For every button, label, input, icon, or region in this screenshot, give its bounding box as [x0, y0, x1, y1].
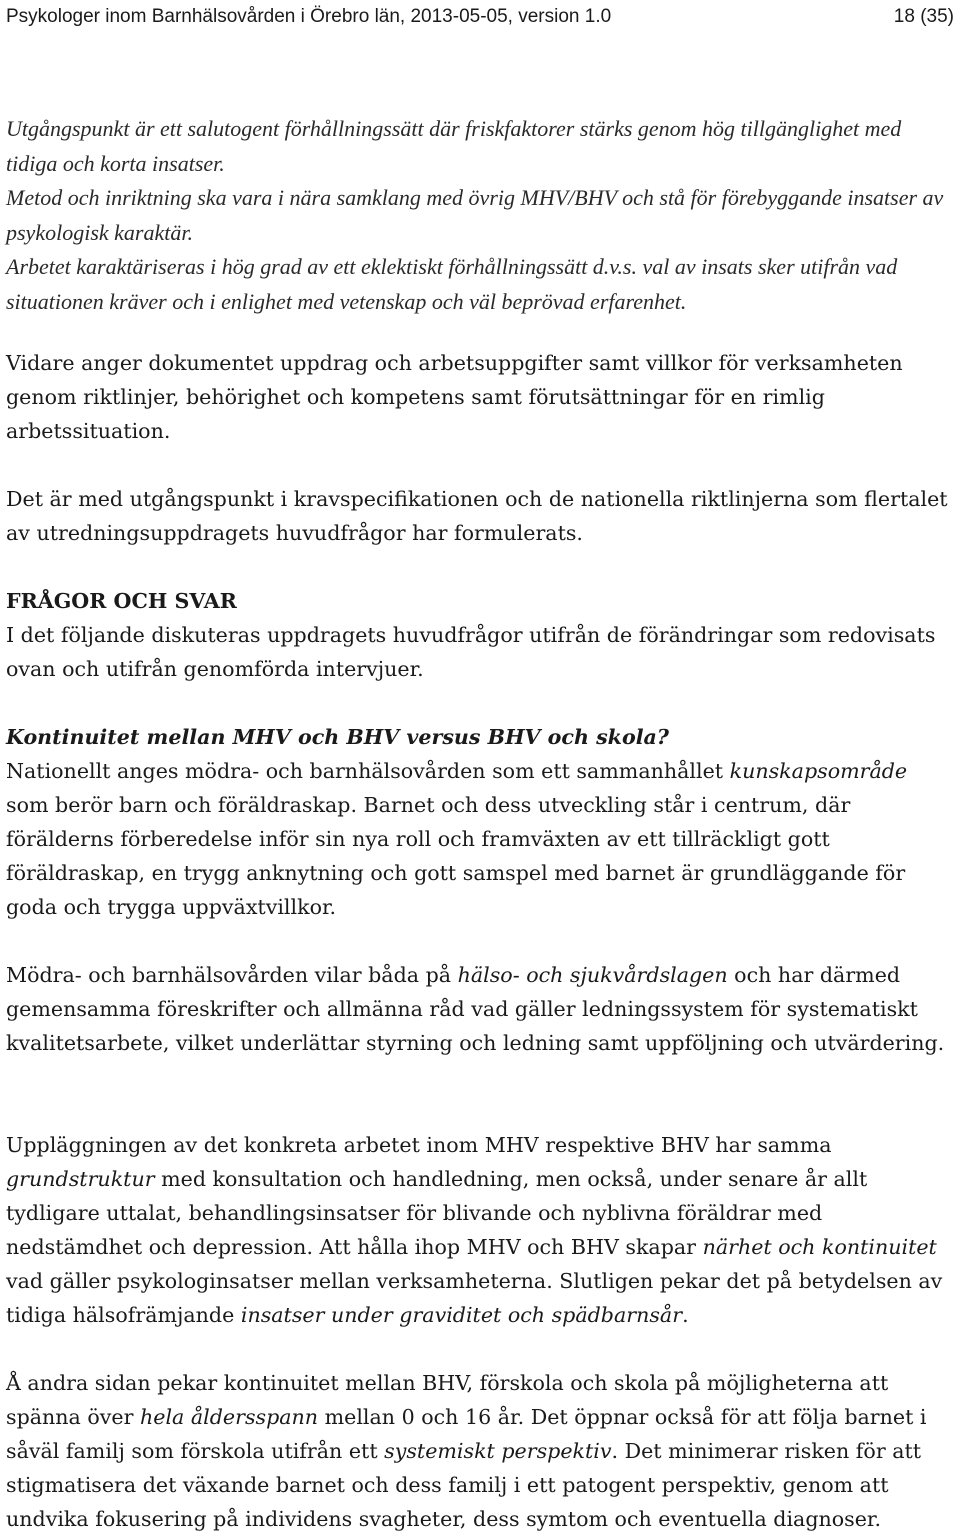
section-heading: FRÅGOR OCH SVAR [6, 589, 237, 613]
intro-italic-block [6, 112, 956, 319]
page-number: 18 (35) [893, 6, 954, 27]
paragraph-upplaggningen: Uppläggningen av det konkreta arbetet inom MHV respektive BHV har samma grundstruktur med konsultation och handledning, men också, under senare år allt tydligare uttalat, behandlingsinsatser för blivande och nyblivna föräldrar med nedstämdhet och depression. Att hålla ihop MHV och BHV skapar närhet och kontinuitet vad gäller psykologinsatser mellan verksamheterna. Slutligen pekar det på betydelsen av tidiga hälsofrämjande insatser under graviditet och spädbarnsår. [6, 1133, 943, 1327]
paragraph-det-ar: Det är med utgångspunkt i kravspecifikationen och de nationella riktlinjerna som flertalet av utredningsuppdragets huvudfrågor har formulerats. [6, 487, 948, 545]
emphasis-hsl: hälso- och sjukvårdslagen [457, 963, 728, 987]
section-intro: I det följande diskuteras uppdragets huvudfrågor utifrån de förändringar som redovisats ovan och utifrån genomförda intervjuer. [6, 623, 936, 681]
emphasis-aldersspann: hela åldersspann [140, 1405, 319, 1429]
header-title: Psykologer inom Barnhälsovården i Örebro län, 2013-05-05, version 1.0 [6, 6, 612, 27]
emphasis-insatser: insatser under graviditet och spädbarnsår [240, 1303, 683, 1327]
intro-paragraph-3: Arbetet karaktäriseras i hög grad av ett eklektiskt förhållningssätt d.v.s. val av insats sker utifrån vad situationen kräver och i enlighet med vetenskap och väl beprövad erfarenhet. [6, 254, 898, 314]
emphasis-systemiskt: systemiskt perspektiv [384, 1439, 612, 1463]
paragraph-nationellt: Nationellt anges mödra- och barnhälsovården som ett sammanhållet kunskapsområde som berör barn och föräldraskap. Barnet och dess utveckling står i centrum, där förälderns förberedelse inför sin nya roll och framväxten av ett tillräckligt gott föräldraskap, en trygg anknytning och gott samspel med barnet är grundläggande för goda och trygga uppväxtvillkor. [6, 759, 908, 919]
emphasis-grundstruktur: grundstruktur [6, 1167, 155, 1191]
subheading-kontinuitet: Kontinuitet mellan MHV och BHV versus BHV och skola? [6, 725, 669, 749]
paragraph-modra: Mödra- och barnhälsovården vilar båda på hälso- och sjukvårdslagen och har därmed gemensamma föreskrifter och allmänna råd vad gäller ledningssystem för systematiskt kvalitetsarbete, vilket underlättar styrning och ledning samt uppföljning och utvärdering. [6, 963, 945, 1055]
section-fragor-och-svar [6, 584, 956, 686]
emphasis-narhet: närhet och kontinuitet [702, 1235, 937, 1259]
intro-paragraph-2: Metod och inriktning ska vara i nära samklang med övrig MHV/BHV och stå för förebyggande insatser av psykologisk karaktär. [6, 185, 944, 245]
paragraph-andra-sidan: Å andra sidan pekar kontinuitet mellan BHV, förskola och skola på möjligheterna att spänna över hela åldersspann mellan 0 och 16 år. Det öppnar också för att följa barnet i såväl familj som förskola utifrån ett systemiskt perspektiv. Det minimerar risken för att stigmatisera det växande barnet och dess familj i ett patogent perspektiv, genom att undvika fokusering på individens svagheter, dess symtom och eventuella diagnoser. [6, 1371, 927, 1531]
emphasis-kunskapsomrade: kunskapsområde [729, 759, 908, 783]
paragraph-vidare: Vidare anger dokumentet uppdrag och arbetsuppgifter samt villkor för verksamheten genom riktlinjer, behörighet och kompetens samt förutsättningar för en rimlig arbetssituation. [6, 351, 903, 443]
page-header [6, 6, 954, 28]
intro-paragraph-1: Utgångspunkt är ett salutogent förhållningssätt där friskfaktorer stärks genom hög tillgänglighet med tidiga och korta insatser. [6, 116, 902, 176]
